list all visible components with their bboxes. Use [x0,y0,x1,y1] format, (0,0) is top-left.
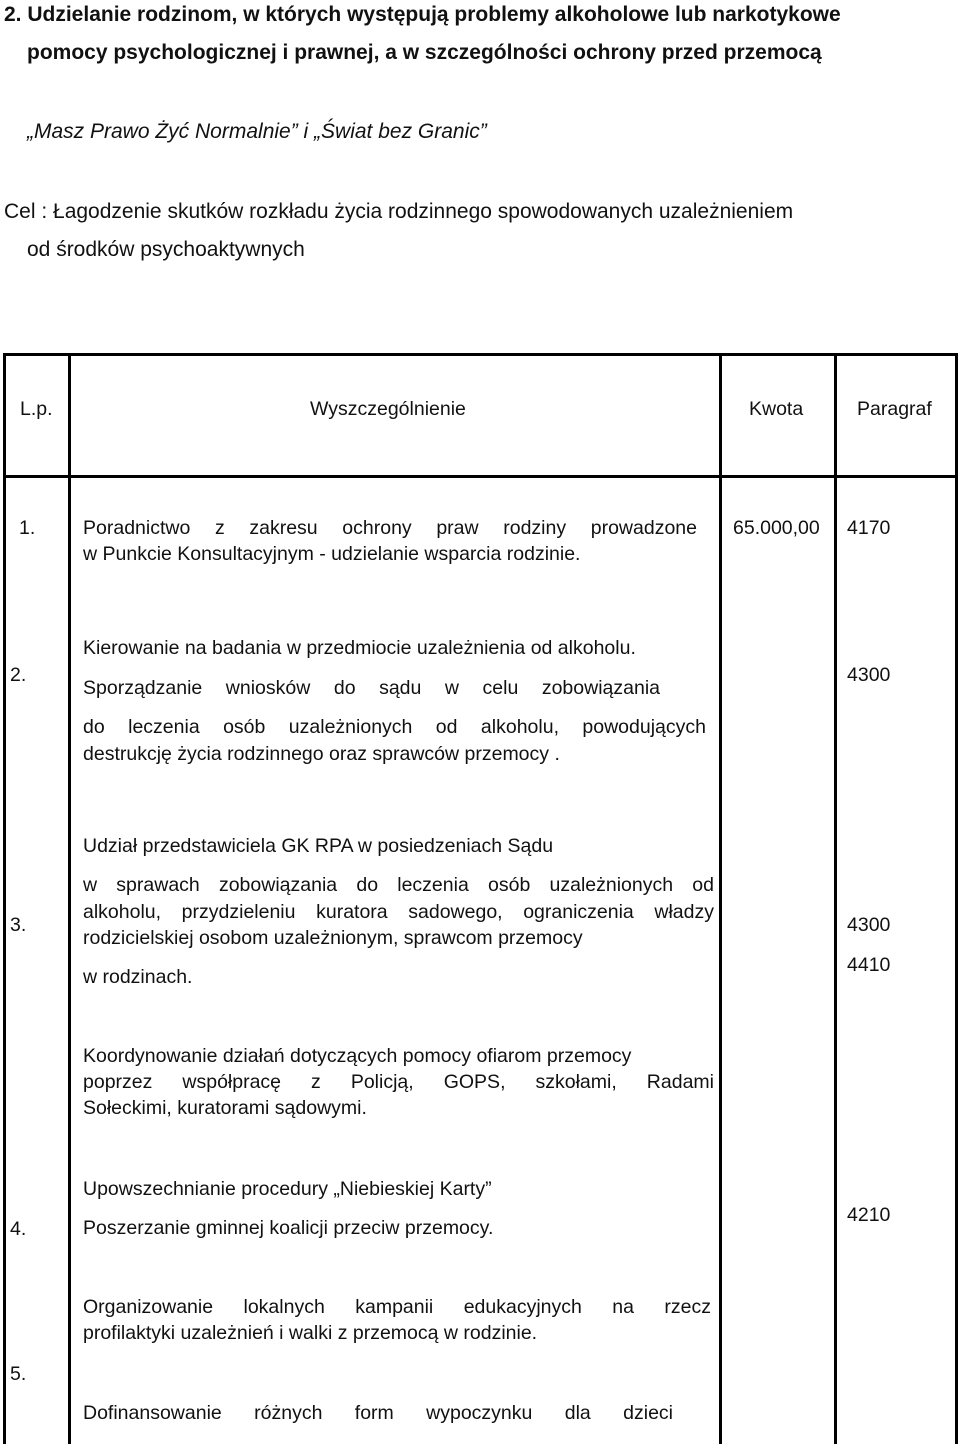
row-text-line: profilaktyki uzależnień i walki z przemocą w rodzinie. [83,1322,538,1344]
table-top-border [3,353,958,356]
row-text-line: poprzez współpracę z Policją, GOPS, szkołami, Radami [83,1071,714,1093]
goal-line-1: Cel : Łagodzenie skutków rozkładu życia rodzinnego spowodowanych uzależnieniem [4,200,794,223]
row-paragraph: 4210 [847,1204,891,1226]
row-number: 4. [10,1218,27,1240]
header-description: Wyszczególnienie [310,398,466,420]
table-right-border [955,353,958,1444]
row-number: 3. [10,914,27,936]
row-text-line: w Punkcie Konsultacyjnym - udzielanie wsparcia rodzinie. [83,543,581,565]
column-divider-3 [834,353,837,1444]
row-number: 5. [10,1363,27,1385]
table-left-border [3,353,6,1444]
row-text-line: destrukcję życia rodzinnego oraz sprawców przemocy . [83,743,560,765]
row-text-line: rodzicielskiej osobom uzależnionym, sprawcom przemocy [83,927,583,949]
header-lp: L.p. [20,398,53,420]
row-text-line: do leczenia osób uzależnionych od alkoholu, powodujących [83,716,706,738]
row-paragraph: 4300 [847,664,891,686]
header-amount: Kwota [749,398,804,420]
header-paragraph: Paragraf [857,398,932,420]
section-heading-line-2: pomocy psychologicznej i prawnej, a w szczególności ochrony przed przemocą [27,41,822,64]
row-paragraph: 4300 [847,914,891,936]
row-text-line: Poradnictwo z zakresu ochrony praw rodziny prowadzone [83,517,697,539]
row-number: 2. [10,664,27,686]
row-text-line: Sporządzanie wniosków do sądu w celu zobowiązania [83,677,660,699]
row-text-line: Sołeckimi, kuratorami sądowymi. [83,1097,367,1119]
column-divider-1 [68,353,71,1444]
row-text-line: Kierowanie na badania w przedmiocie uzależnienia od alkoholu. [83,637,636,659]
row-text-line: Organizowanie lokalnych kampanii edukacyjnych na rzecz [83,1296,711,1318]
row-text-line: Upowszechnianie procedury „Niebieskiej Karty” [83,1178,492,1200]
row-text-line: Koordynowanie działań dotyczących pomocy ofiarom przemocy [83,1045,632,1067]
row-number: 1. [19,517,36,539]
row-paragraph: 4410 [847,954,891,976]
row-text-line: Dofinansowanie różnych form wypoczynku dla dzieci [83,1402,673,1424]
row-text-line: Udział przedstawiciela GK RPA w posiedzeniach Sądu [83,835,554,857]
goal-line-2: od środków psychoaktywnych [27,238,305,261]
header-bottom-border [3,475,958,478]
row-text-line: alkoholu, przydzieleniu kuratora sadowego, ograniczenia władzy [83,901,714,923]
row-paragraph: 4170 [847,517,891,539]
row-text-line: w rodzinach. [83,966,193,988]
row-amount: 65.000,00 [733,517,820,539]
column-divider-2 [719,353,722,1444]
row-text-line: w sprawach zobowiązania do leczenia osób uzależnionych od [83,874,714,896]
section-heading-line-1: 2. Udzielanie rodzinom, w których występują problemy alkoholowe lub narkotykowe [4,3,841,26]
row-text-line: Poszerzanie gminnej koalicji przeciw przemocy. [83,1217,494,1239]
program-title: „Masz Prawo Żyć Normalnie” i „Świat bez Granic” [27,120,487,143]
